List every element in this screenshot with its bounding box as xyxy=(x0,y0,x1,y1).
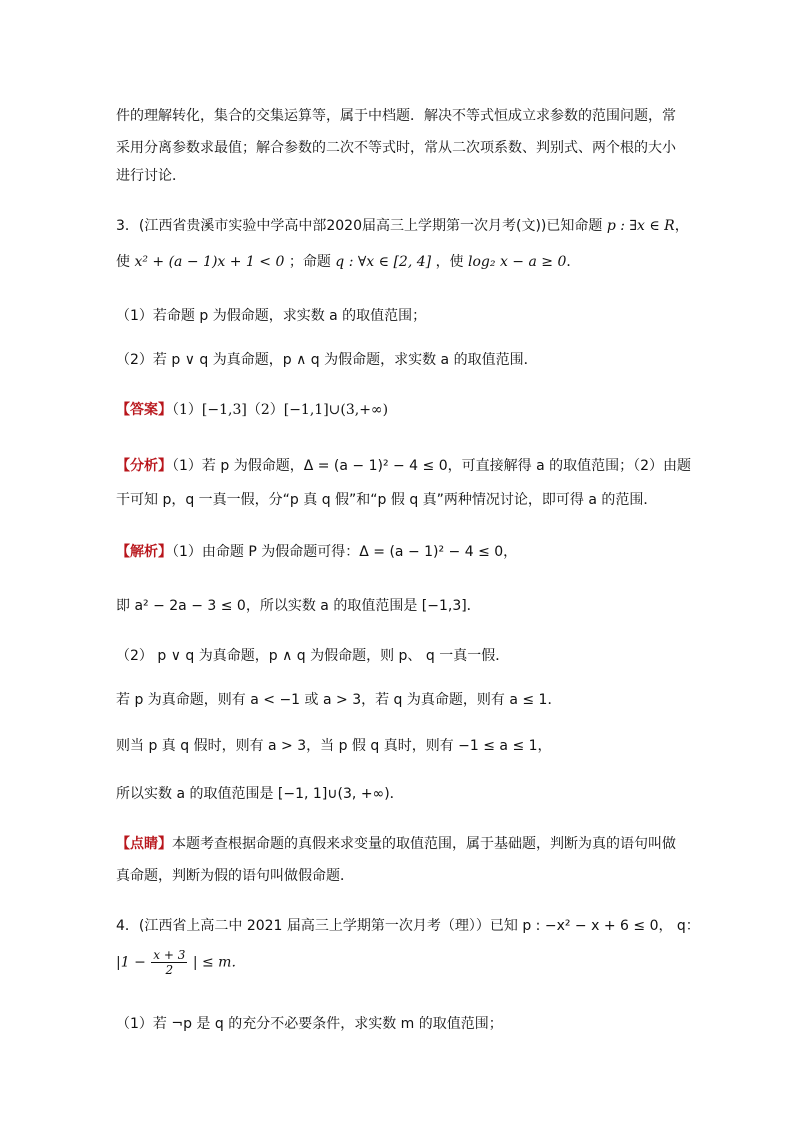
q3-p-definition: p : ∃x ∈ R xyxy=(606,218,675,234)
q3-solution-line-3: （2） p ∨ q 为真命题，p ∧ q 为假命题，则 p、 q 一真一假． xyxy=(116,648,510,664)
q3-comment-line-1 xyxy=(116,834,684,854)
q4-abs-start: |1 − xyxy=(116,954,146,971)
q3-solution-line-6: 所以实数 a 的取值范围是 [−1, 1]∪(3, +∞)． xyxy=(116,786,404,802)
q3-solution-line-1 xyxy=(116,542,684,562)
q3-condition-line: 使 x² + (a − 1)x + 1 < 0 ；命题 q : ∀x ∈ [2, 4] ，使 log₂ x − a ≥ 0． xyxy=(116,254,581,270)
q4-sub-question-1: （1）若 ¬p 是 q 的充分不必要条件，求实数 m 的取值范围； xyxy=(116,1016,503,1032)
q3-solution-line-5: 则当 p 真 q 假时，则有 a > 3，当 p 假 q 真时，则有 −1 ≤ a ≤ 1， xyxy=(116,738,552,754)
q3-header-text: 3．(江西省贵溪市实验中学高中部2020届高三上学期第一次月考(文))已知命题 xyxy=(116,218,603,234)
q3-inequality-2: log₂ x − a ≥ 0 xyxy=(468,254,567,270)
q3-sub-question-2: （2）若 p ∨ q 为真命题，p ∧ q 为假命题，求实数 a 的取值范围． xyxy=(116,352,538,368)
q3-answer xyxy=(116,400,684,420)
intro-line-2: 采用分离参数求最值；解合参数的二次不等式时，常从二次项系数、判别式、两个根的大小 xyxy=(116,140,676,156)
q4-fraction xyxy=(151,948,187,977)
analysis-tag: 【分析】 xyxy=(116,458,172,474)
intro-line-3: 进行讨论． xyxy=(116,168,186,184)
q3-analysis-line-2: 干可知 p，q 一真一假，分“p 真 q 假”和“p 假 q 真”两种情况讨论，即可得 a 的范围． xyxy=(116,492,658,508)
solution-tag: 【解析】 xyxy=(116,544,172,560)
q3-solution-line-2: 即 a² − 2a − 3 ≤ 0，所以实数 a 的取值范围是 [−1,3]． xyxy=(116,598,481,614)
q3-solution-line-4: 若 p 为真命题，则有 a < −1 或 a > 3，若 q 为真命题，则有 a ≤ 1． xyxy=(116,692,562,708)
q4-fraction-numerator: x + 3 xyxy=(153,948,186,962)
q4-header: 4．(江西省上高二中 2021 届高三上学期第一次月考（理））已知 p : −x² − x + 6 ≤ 0， q： xyxy=(116,918,700,934)
q4-abs-end: | ≤ m． xyxy=(192,954,246,971)
q3-q-definition: q : ∀x ∈ [2, 4] xyxy=(335,254,432,270)
comment-text-1: 本题考查根据命题的真假来求变量的取值范围，属于基础题，判断为真的语句叫做 xyxy=(172,836,676,852)
solution-text-1: （1）由命题 P 为假命题可得：Δ = (a − 1)² − 4 ≤ 0， xyxy=(172,544,518,560)
q3-sub-question-1: （1）若命题 p 为假命题，求实数 a 的取值范围； xyxy=(116,308,427,324)
q3-cond-mid2: ，使 xyxy=(435,254,464,270)
q3-cond-prefix: 使 xyxy=(116,254,130,270)
q3-inequality-1: x² + (a − 1)x + 1 < 0 xyxy=(134,254,285,270)
answer-text: （1）[−1,3]（2）[−1,1]∪(3,+∞) xyxy=(172,402,389,418)
analysis-text-1: （1）若 p 为假命题，Δ = (a − 1)² − 4 ≤ 0，可直接解得 a 的取值范围；（2）由题 xyxy=(172,458,692,474)
answer-tag: 【答案】 xyxy=(116,402,172,418)
q3-cond-mid: ；命题 xyxy=(288,254,331,270)
q3-comment-line-2: 真命题，判断为假的语句叫做假命题． xyxy=(116,868,354,884)
intro-line-1: 件的理解转化，集合的交集运算等，属于中档题．解决不等式恒成立求参数的范围问题，常 xyxy=(116,108,676,124)
q3-header: 3．(江西省贵溪市实验中学高中部2020届高三上学期第一次月考(文))已知命题 p : ∃x ∈ R， xyxy=(116,218,689,234)
comment-tag: 【点睛】 xyxy=(116,836,172,852)
q3-analysis-line-1 xyxy=(116,456,692,476)
q4-condition-line xyxy=(116,948,684,977)
q4-fraction-denominator: 2 xyxy=(165,963,174,977)
